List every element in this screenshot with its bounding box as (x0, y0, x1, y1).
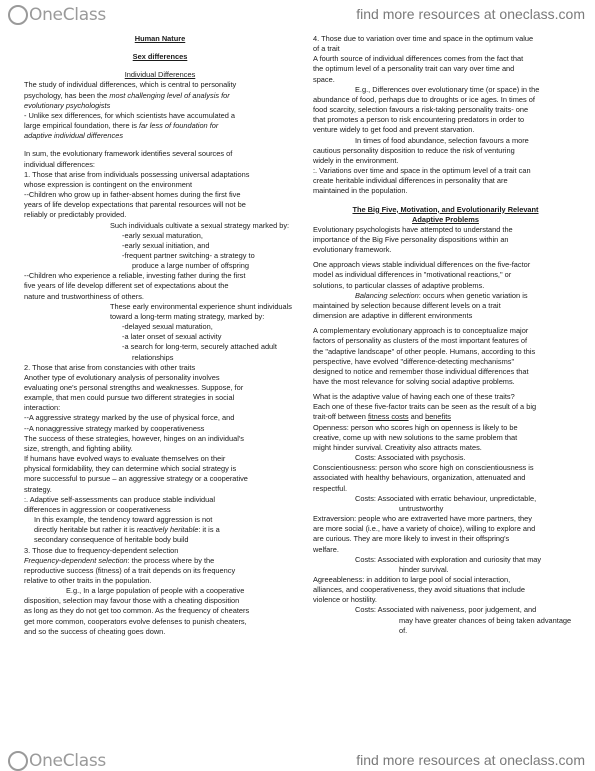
text-line: Frequency-dependent selection: the process where by the (24, 555, 215, 565)
text-line: --Children who experience a reliable, investing father during the first (24, 271, 246, 281)
text-line: evolutionary psychologists (24, 100, 111, 110)
text-line: :. Variations over time and space in the optimum level of a trait can (313, 166, 531, 176)
header-tagline[interactable]: find more resources at oneclass.com (356, 6, 585, 22)
oneclass-circle-icon (8, 5, 28, 25)
text-line: and so the success of cheating goes down. (24, 626, 166, 636)
text-line: Another type of evolutionary analysis of personality involves (24, 372, 220, 382)
text-line: -early sexual initiation, and (122, 240, 210, 250)
doc-title: Human Nature (134, 34, 186, 43)
text-line: violence or hostility. (313, 595, 377, 605)
text-line: 4. Those due to variation over time and space in the optimum value (313, 34, 534, 43)
text-line: --A aggressive strategy marked by the use of physical force, and (24, 413, 235, 423)
text-line: toward a long-term mating strategy, marked by: (110, 311, 265, 321)
text-line: relative to other traits in the population. (24, 575, 152, 585)
text-line: have the most relevance for solving social adaptive problems. (313, 377, 515, 386)
text-line: In this example, the tendency toward aggression is not (34, 515, 213, 525)
text-line: In sum, the evolutionary framework identifies several sources of (24, 149, 233, 159)
text-line: --Children who grow up in father-absent homes during the first five (24, 190, 241, 200)
text-line: designed to notice and remember those individual differences that (313, 366, 529, 376)
text-line: solutions, to particular classes of adaptive problems. (313, 280, 485, 290)
text-line: Costs: Associated with naiveness, poor judgement, and (355, 605, 537, 615)
text-line: Costs: Associated with psychosis. (355, 453, 466, 463)
text-line: Extraversion: people who are extraverted have more partners, they (313, 514, 532, 524)
text-line: interaction: (24, 403, 61, 413)
text-line: strategy. (24, 484, 52, 494)
text-line: respectful. (313, 483, 348, 493)
logo-text: OneClass (29, 5, 106, 25)
text-line: -a search for long-term, securely attached adult (122, 342, 277, 352)
text-line: Such individuals cultivate a sexual strategy marked by: (110, 220, 290, 230)
text-line: that promotes a person to risk encountering predators in order to (313, 115, 525, 125)
text-line: abundance of food, perhaps due to droughts or ice ages. In times of (313, 94, 535, 104)
text-line: --A nonaggressive strategy marked by cooperativeness (24, 423, 205, 433)
oneclass-logo[interactable] (8, 5, 106, 25)
text-line: whose expression is contingent on the environment (24, 179, 193, 189)
text-line: nature and trustworthiness of others. (24, 291, 144, 301)
text-line: Conscientiousness: person who score high on conscientiousness is (313, 463, 534, 473)
footer-tagline[interactable]: find more resources at oneclass.com (356, 752, 585, 768)
oneclass-circle-icon (8, 751, 28, 771)
section-heading: Individual Differences (124, 70, 196, 80)
text-line: In times of food abundance, selection favours a more (355, 135, 529, 145)
text-line: creative, come up with new solutions to the same problem that (313, 432, 518, 442)
text-line: Openness: person who scores high on openness is likely to be (313, 422, 518, 432)
text-line: individual differences: (24, 159, 95, 169)
page-header (0, 0, 595, 28)
text-line: directly heritable but rather it is reactively heritable: it is a (34, 525, 220, 535)
text-line: Costs: Associated with exploration and curiosity that may (355, 554, 542, 564)
text-line: psychology, has been the most challenging level of analysis for (24, 90, 230, 100)
text-line: trait-off between fitness costs and benefits (313, 412, 451, 422)
text-line: reliably or predictably provided. (24, 210, 127, 220)
text-line: cautious personality disposition to reduce the risk of venturing (313, 145, 515, 155)
text-line: as long as they do not get too common. As the frequency of cheaters (24, 606, 250, 616)
text-line: size, strength, and fighting ability. (24, 443, 133, 453)
text-line: reproductive success (fitness) of a trait depends on its frequency (24, 565, 236, 575)
text-line: secondary consequence of heritable body build (34, 535, 189, 545)
text-line: evolutionary framework. (313, 245, 392, 255)
text-line: The success of these strategies, however, hinges on an individual's (24, 433, 244, 443)
text-line: alliances, and cooperativeness, they avoid situations that include (313, 585, 525, 595)
text-line: E.g., Differences over evolutionary time (or space) in the (355, 84, 540, 94)
text-line: One approach views stable individual differences on the five-factor (313, 260, 531, 270)
left-column (24, 34, 296, 637)
text-line: differences in aggression or cooperativeness (24, 504, 171, 514)
text-line: food scarcity, selection favours a risk-taking personality traits- one (313, 105, 529, 115)
text-line: What is the adaptive value of having each one of these traits? (313, 392, 515, 402)
text-line: the "adaptive landscape" of other people. Humans, according to this (313, 346, 536, 356)
text-line: model as individual differences in "motivational reactions," or (313, 270, 512, 280)
text-line: 2. Those that arise from constancies with other traits (24, 362, 196, 372)
oneclass-logo[interactable] (8, 751, 106, 771)
text-line: -a later onset of sexual activity (122, 332, 222, 342)
text-line: importance of the Big Five personality dispositions within an (313, 234, 509, 244)
page-footer (0, 746, 595, 770)
text-line: E.g., In a large population of people with a cooperative (66, 586, 245, 596)
text-line: Agreeableness: in addition to large pool of social interaction, (313, 574, 511, 584)
text-line: 3. Those due to frequency-dependent selection (24, 545, 179, 555)
text-line: years of life develop expectations that parental resources will not be (24, 200, 246, 210)
text-line: Balancing selection: occurs when genetic variation is (355, 290, 528, 300)
logo-text: OneClass (29, 751, 106, 771)
text-line: untrustworthy (399, 503, 444, 513)
text-line: of a trait (313, 44, 340, 54)
text-line: space. (313, 74, 335, 84)
text-line: five years of life develop different set of expectations about the (24, 281, 229, 291)
text-line: A fourth source of individual differences comes from the fact that (313, 54, 524, 64)
text-line: produce a large number of offspring (132, 261, 249, 271)
text-line: associated with healthy behaviours, organization, attenuated and (313, 473, 526, 483)
text-line: -early sexual maturation, (122, 230, 203, 240)
text-line: adaptive individual differences (24, 131, 124, 141)
text-line: maintained in the population. (313, 186, 408, 196)
text-line: 1. Those that arise from individuals possessing universal adaptations (24, 169, 250, 179)
text-line: dimension are adaptive in different environments (313, 311, 473, 321)
text-line: may have greater chances of being taken advantage of. (399, 615, 572, 635)
text-line: physical formidability, they can determine which social strategy is (24, 464, 237, 474)
text-line: Each one of these five-factor traits can be seen as the result of a big (313, 402, 537, 412)
text-line: - Unlike sex differences, for which scientists have accumulated a (24, 110, 236, 120)
text-line: get more common, cooperators evolve defenses to punish cheaters, (24, 616, 247, 626)
section-heading: Adaptive Problems (412, 214, 479, 224)
text-line: maintained by selection because different levels on a trait (313, 300, 501, 310)
doc-subtitle: Sex differences (132, 52, 188, 62)
text-line: hinder survival. (399, 564, 449, 574)
text-line: relationships (132, 352, 174, 362)
text-line: large empirical foundation, there is far less of foundation for (24, 121, 219, 131)
text-line: -delayed sexual maturation, (122, 322, 213, 332)
text-line: Evolutionary psychologists have attempted to understand the (313, 224, 513, 234)
text-line: The study of individual differences, which is central to personality (24, 80, 237, 90)
text-line: might hinder survival. Creativity also attracts mates. (313, 442, 482, 452)
text-line: create heritable individual differences in personality that are (313, 176, 508, 186)
text-line: are curious. They are more likely to invest in their offspring's (313, 534, 510, 544)
text-line: These early environmental experience shunt individuals (110, 301, 292, 311)
text-line: widely in the environment. (313, 155, 399, 165)
text-line: venture widely to get food and prevent starvation. (313, 125, 475, 135)
text-line: welfare. (313, 544, 339, 554)
right-column (313, 34, 578, 636)
text-line: evaluating one's personal strengths and weaknesses. Suppose, for (24, 383, 244, 392)
text-line: perspective, have evolved "difference-detecting mechanisms" (313, 356, 515, 366)
text-line: Costs: Associated with erratic behaviour, unpredictable, (355, 493, 537, 503)
text-line: more successful to pursue – an aggressive strategy or a cooperative (24, 474, 248, 484)
text-line: -frequent partner switching- a strategy to (122, 250, 255, 260)
text-line: If humans have evolved ways to evaluate themselves on their (24, 454, 226, 464)
text-line: factors of personality as clusters of the most important features of (313, 336, 528, 346)
text-line: example, that men could pursue two different strategies in social (24, 393, 235, 403)
text-line: are more social (i.e., have a variety of choice), willing to explore and (313, 524, 536, 534)
text-line: :. Adaptive self-assessments can produce stable individual (24, 494, 216, 504)
text-line: disposition, selection may favour those with a cheating disposition (24, 596, 240, 606)
text-line: the optimum level of a personality trait can vary over time and (313, 64, 515, 74)
text-line: A complementary evolutionary approach is to conceptualize major (313, 326, 529, 336)
section-heading: The Big Five, Motivation, and Evolutionarily Relevant (352, 204, 539, 214)
